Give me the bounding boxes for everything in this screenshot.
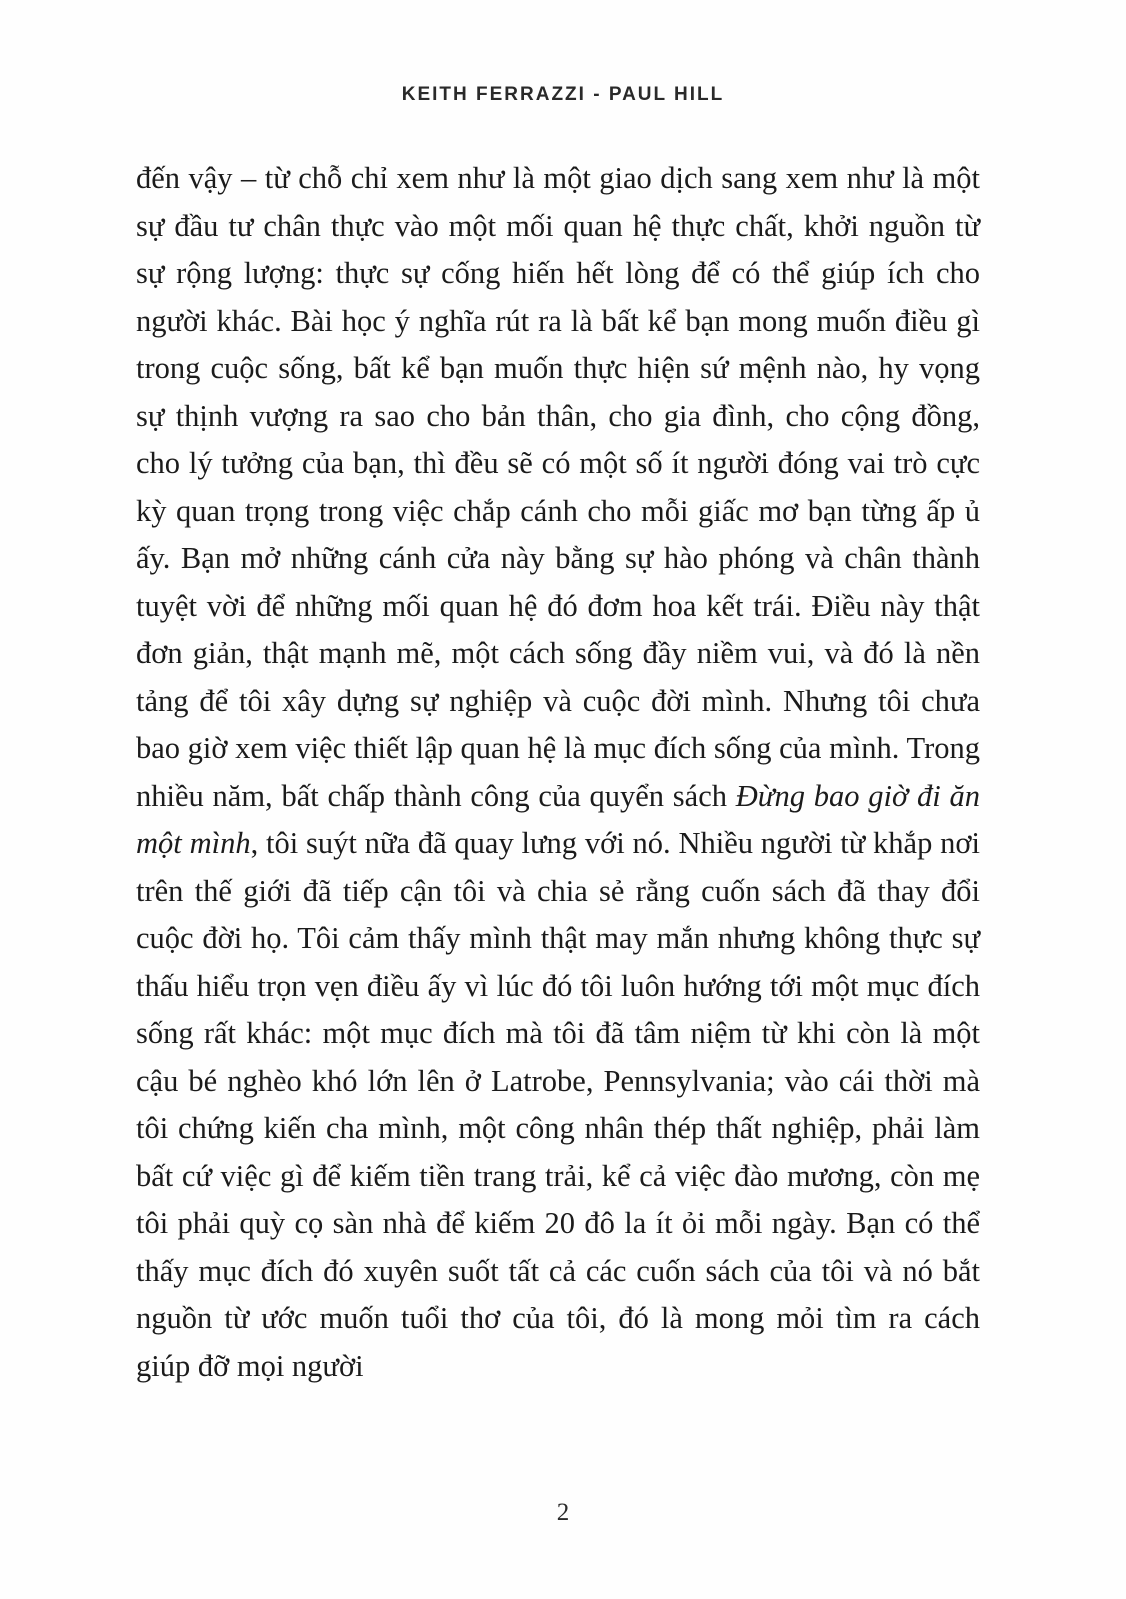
paragraph-text-before-title: đến vậy – từ chỗ chỉ xem như là một giao dịch sang xem như là một sự đầu tư chân thực vào một mối quan hệ thực chất, khởi nguồn từ sự rộng lượng: thực sự cống hiến hết lòng để có thể giúp ích cho người khác. Bài học ý nghĩa rút ra là bất kể bạn mong muốn điều gì trong cuộc sống, bất kể bạn muốn thực hiện sứ mệnh nào, hy vọng sự thịnh vượng ra sao cho bản thân, cho gia đình, cho cộng đồng, cho lý tưởng của bạn, thì đều sẽ có một số ít người đóng vai trò cực kỳ quan trọng trong việc chắp cánh cho mỗi giấc mơ bạn từng ấp ủ ấy. Bạn mở những cánh cửa này bằng sự hào phóng và chân thành tuyệt vời để những mối quan hệ đó đơm hoa kết trái. Điều này thật đơn giản, thật mạnh mẽ, một cách sống đầy niềm vui, và đó là nền tảng để tôi xây dựng sự nghiệp và cuộc đời mình. Nhưng tôi chưa bao giờ xem việc thiết lập quan hệ là mục đích sống của mình. Trong nhiều năm, bất chấp thành công của quyển sách xyxy=(136,161,980,813)
paragraph-text-after-title: , tôi suýt nữa đã quay lưng với nó. Nhiều người từ khắp nơi trên thế giới đã tiếp cận tôi và chia sẻ rằng cuốn sách đã thay đổi cuộc đời họ. Tôi cảm thấy mình thật may mắn nhưng không thực sự thấu hiểu trọn vẹn điều ấy vì lúc đó tôi luôn hướng tới một mục đích sống rất khác: một mục đích mà tôi đã tâm niệm từ khi còn là một cậu bé nghèo khó lớn lên ở Latrobe, Pennsylvania; vào cái thời mà tôi chứng kiến cha mình, một công nhân thép thất nghiệp, phải làm bất cứ việc gì để kiếm tiền trang trải, kể cả việc đào mương, còn mẹ tôi phải quỳ cọ sàn nhà để kiếm 20 đô la ít ỏi mỗi ngày. Bạn có thể thấy mục đích đó xuyên suốt tất cả các cuốn sách của tôi và nó bắt nguồn từ ước muốn tuổi thơ của tôi, đó là mong mỏi tìm ra cách giúp đỡ mọi người xyxy=(136,826,981,1383)
running-head: KEITH FERRAZZI - PAUL HILL xyxy=(401,84,725,105)
book-title-italic: Đừng bao giờ đi ăn một mình xyxy=(136,778,980,860)
body-text-block xyxy=(136,155,980,1390)
body-paragraph xyxy=(136,155,980,1390)
page-number: 2 xyxy=(556,1499,570,1526)
